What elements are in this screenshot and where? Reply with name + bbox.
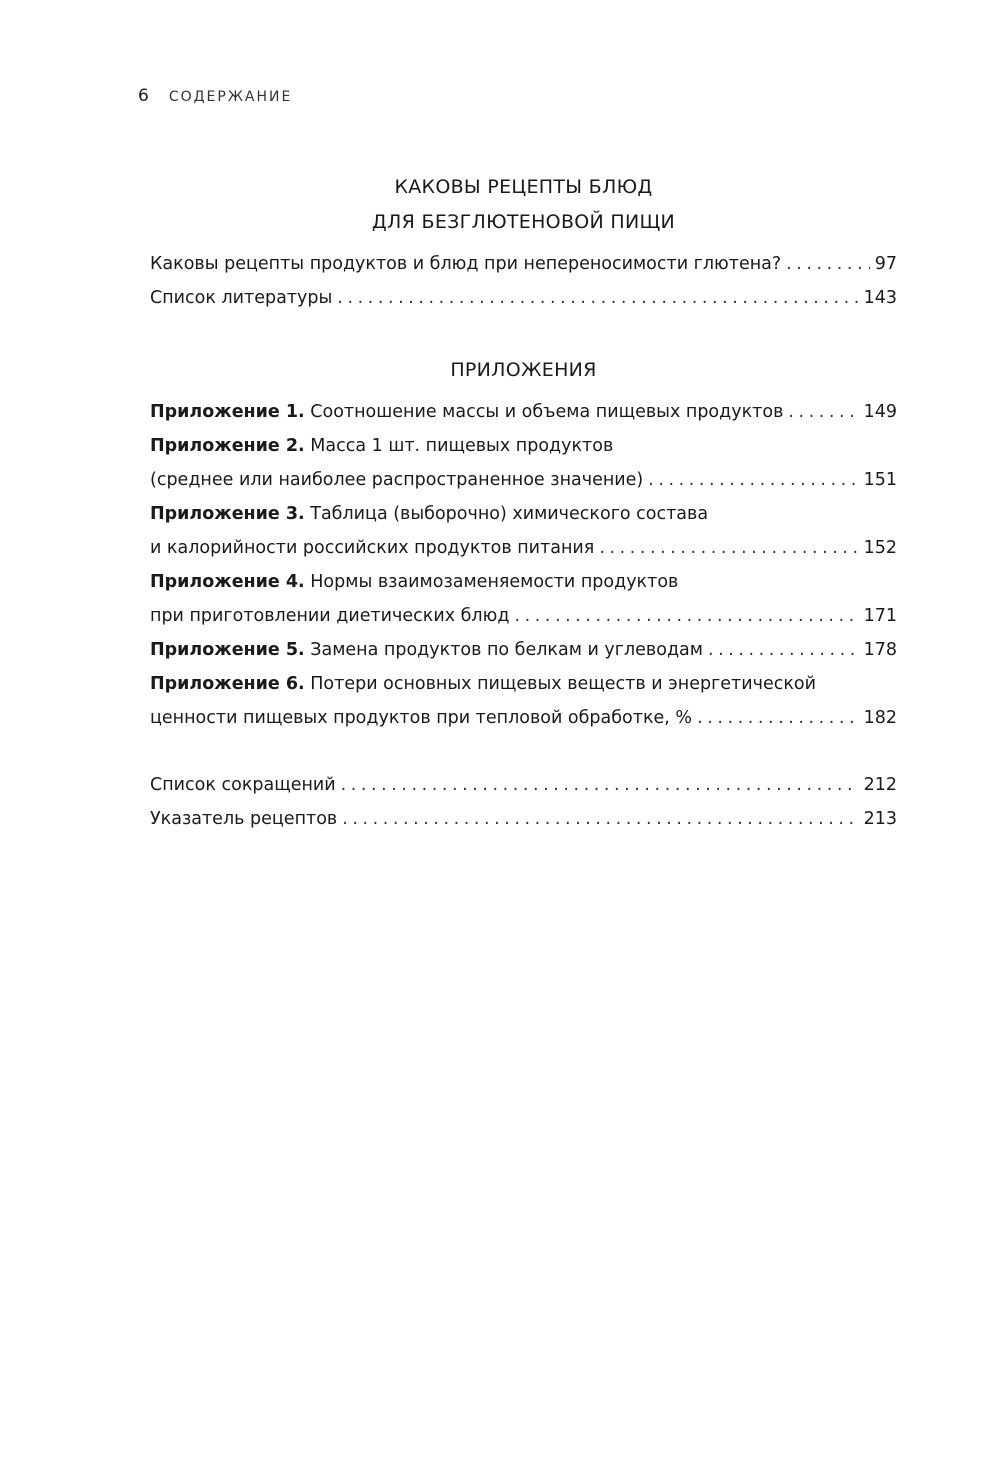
toc-entry-page: 212 — [863, 775, 897, 795]
appendix-number: Приложение 1. — [150, 402, 305, 422]
appendix-number: Приложение 2. — [150, 436, 305, 456]
dot-leader — [708, 633, 859, 667]
appendix-number: Приложение 6. — [150, 674, 305, 694]
section-heading-recipes — [150, 170, 897, 240]
toc-entry-page: 178 — [863, 640, 897, 660]
toc-entry-page: 171 — [863, 606, 897, 626]
dot-leader — [786, 247, 870, 281]
appendix-number: Приложение 3. — [150, 504, 305, 524]
toc-entry-label: Список литературы — [150, 288, 333, 308]
section-heading-line: ДЛЯ БЕЗГЛЮТЕНОВОЙ ПИЩИ — [371, 211, 676, 233]
toc-entry-label: (среднее или наиболее распространенное значение) — [150, 470, 644, 490]
toc-entry-page: 213 — [863, 809, 897, 829]
toc-entry[interactable] — [150, 768, 897, 802]
toc-entry-label: Список сокращений — [150, 775, 336, 795]
table-of-contents — [150, 170, 897, 836]
toc-entry-label: Каковы рецепты продуктов и блюд при непереносимости глютена? — [150, 254, 782, 274]
dot-leader — [697, 701, 859, 735]
toc-entry-label: Указатель рецептов — [150, 809, 338, 829]
dot-leader — [599, 531, 858, 565]
toc-entry[interactable] — [150, 247, 897, 281]
toc-entry[interactable] — [150, 633, 897, 667]
dot-leader — [342, 802, 858, 836]
dot-leader — [337, 281, 858, 315]
toc-list — [150, 247, 897, 315]
toc-entry-label: Нормы взаимозаменяемости продуктов — [304, 572, 679, 592]
toc-entry-label: и калорийности российских продуктов питания — [150, 538, 595, 558]
section-heading-appendices: ПРИЛОЖЕНИЯ — [450, 359, 597, 381]
toc-entry-label: Замена продуктов по белкам и углеводам — [304, 640, 703, 660]
running-title: СОДЕРЖАНИЕ — [168, 89, 293, 105]
toc-entry[interactable] — [150, 802, 897, 836]
appendix-number: Приложение 5. — [150, 640, 305, 660]
toc-entry[interactable] — [150, 395, 897, 429]
page-number: 6 — [138, 86, 149, 106]
dot-leader — [648, 463, 858, 497]
dot-leader — [514, 599, 858, 633]
toc-entry-label: Масса 1 шт. пищевых продуктов — [304, 436, 614, 456]
section-heading-line: КАКОВЫ РЕЦЕПТЫ БЛЮД — [394, 176, 653, 198]
toc-entry[interactable] — [150, 281, 897, 315]
toc-entry-page: 97 — [874, 254, 897, 274]
toc-list — [150, 768, 897, 836]
toc-entry-label: Таблица (выборочно) химического состава — [304, 504, 709, 524]
toc-entry-page: 152 — [863, 538, 897, 558]
toc-entry-page: 182 — [863, 708, 897, 728]
toc-list — [150, 395, 897, 735]
toc-entry-page: 149 — [863, 402, 897, 422]
toc-entry-page: 151 — [863, 470, 897, 490]
toc-entry-label: при приготовлении диетических блюд — [150, 606, 510, 626]
toc-entry[interactable] — [150, 565, 897, 633]
toc-entry-label: Потери основных пищевых веществ и энергетической — [304, 674, 817, 694]
toc-entry[interactable] — [150, 497, 897, 565]
appendix-number: Приложение 4. — [150, 572, 305, 592]
dot-leader — [788, 395, 858, 429]
running-header — [138, 86, 292, 106]
toc-entry-label: Соотношение массы и объема пищевых продуктов — [304, 402, 784, 422]
toc-entry-page: 143 — [863, 288, 897, 308]
dot-leader — [341, 768, 859, 802]
toc-entry[interactable] — [150, 667, 897, 735]
toc-entry-label: ценности пищевых продуктов при тепловой обработке, % — [150, 708, 693, 728]
toc-entry[interactable] — [150, 429, 897, 497]
